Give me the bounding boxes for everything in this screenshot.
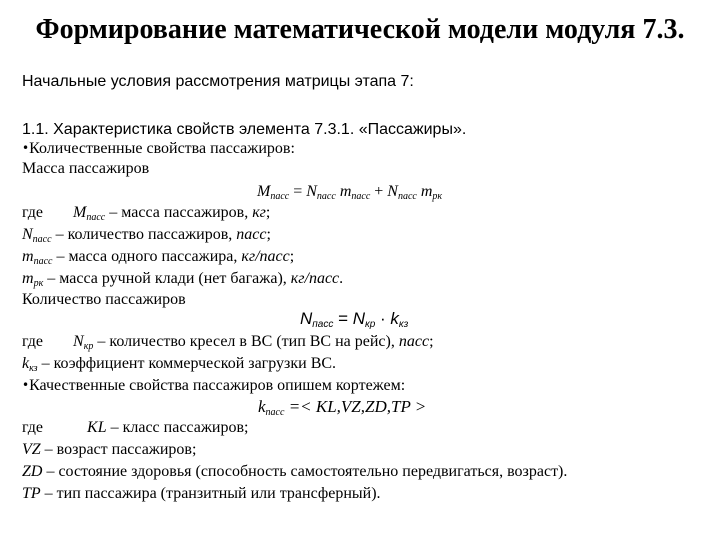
page-title: Формирование математической модели модуля 7.3. [35,14,685,45]
definition-n-pass: $N_{пасс}$ – количество пассажиров, пасс; [22,226,271,245]
formula-count: $N_{пасс} = N_{кр} \cdot k_{кз}$ [300,309,409,330]
formula-tuple: $k_{пасс} =< KL,VZ,ZD,TP$ > [258,397,427,418]
definition-k-kz: $k_{кз}$ – коэффициент коммерческой загрузки ВС. [22,355,337,374]
bullet-icon: • [22,141,30,155]
where-kl: где KL – класс пассажиров; [22,419,249,436]
count-label: Количество пассажиров [22,291,186,308]
quantitative-heading-text: Количественные свойства пассажиров: [29,140,295,157]
definition-m-pass: $m_{пасс}$ – масса одного пассажира, кг/пасс; [22,248,295,267]
qualitative-heading [22,377,405,395]
intro-text: Начальные условия рассмотрения матрицы этапа 7: [22,73,414,90]
mass-label: Масса пассажиров [22,160,150,177]
where-count: где $N_{кр}$ – количество кресел в ВС (тип ВС на рейс), пасс; [22,333,434,352]
definition-vz: VZ – возраст пассажиров; [22,441,197,458]
definition-zd: ZD – состояние здоровья (способность самостоятельно передвигаться, возраст). [22,463,568,480]
definition-m-rk: $m_{рк}$ – масса ручной клади (нет багажа), кг/пасс. [22,270,344,289]
qualitative-heading-text: Качественные свойства пассажиров опишем кортежем: [29,377,406,394]
formula-mass: $M_{пасс} = N_{пасс}$ $m_{пасс} + N_{пасс}$ $m_{рк}$ [257,183,443,202]
section-heading: 1.1. Характеристика свойств элемента 7.3.1. «Пассажиры». [22,121,467,138]
definition-tp: TP – тип пассажира (транзитный или трансферный). [22,485,381,502]
quantitative-heading [22,140,295,158]
where-mass: где $M_{пасс}$ – масса пассажиров, кг; [22,204,271,223]
bullet-icon: • [22,378,30,392]
